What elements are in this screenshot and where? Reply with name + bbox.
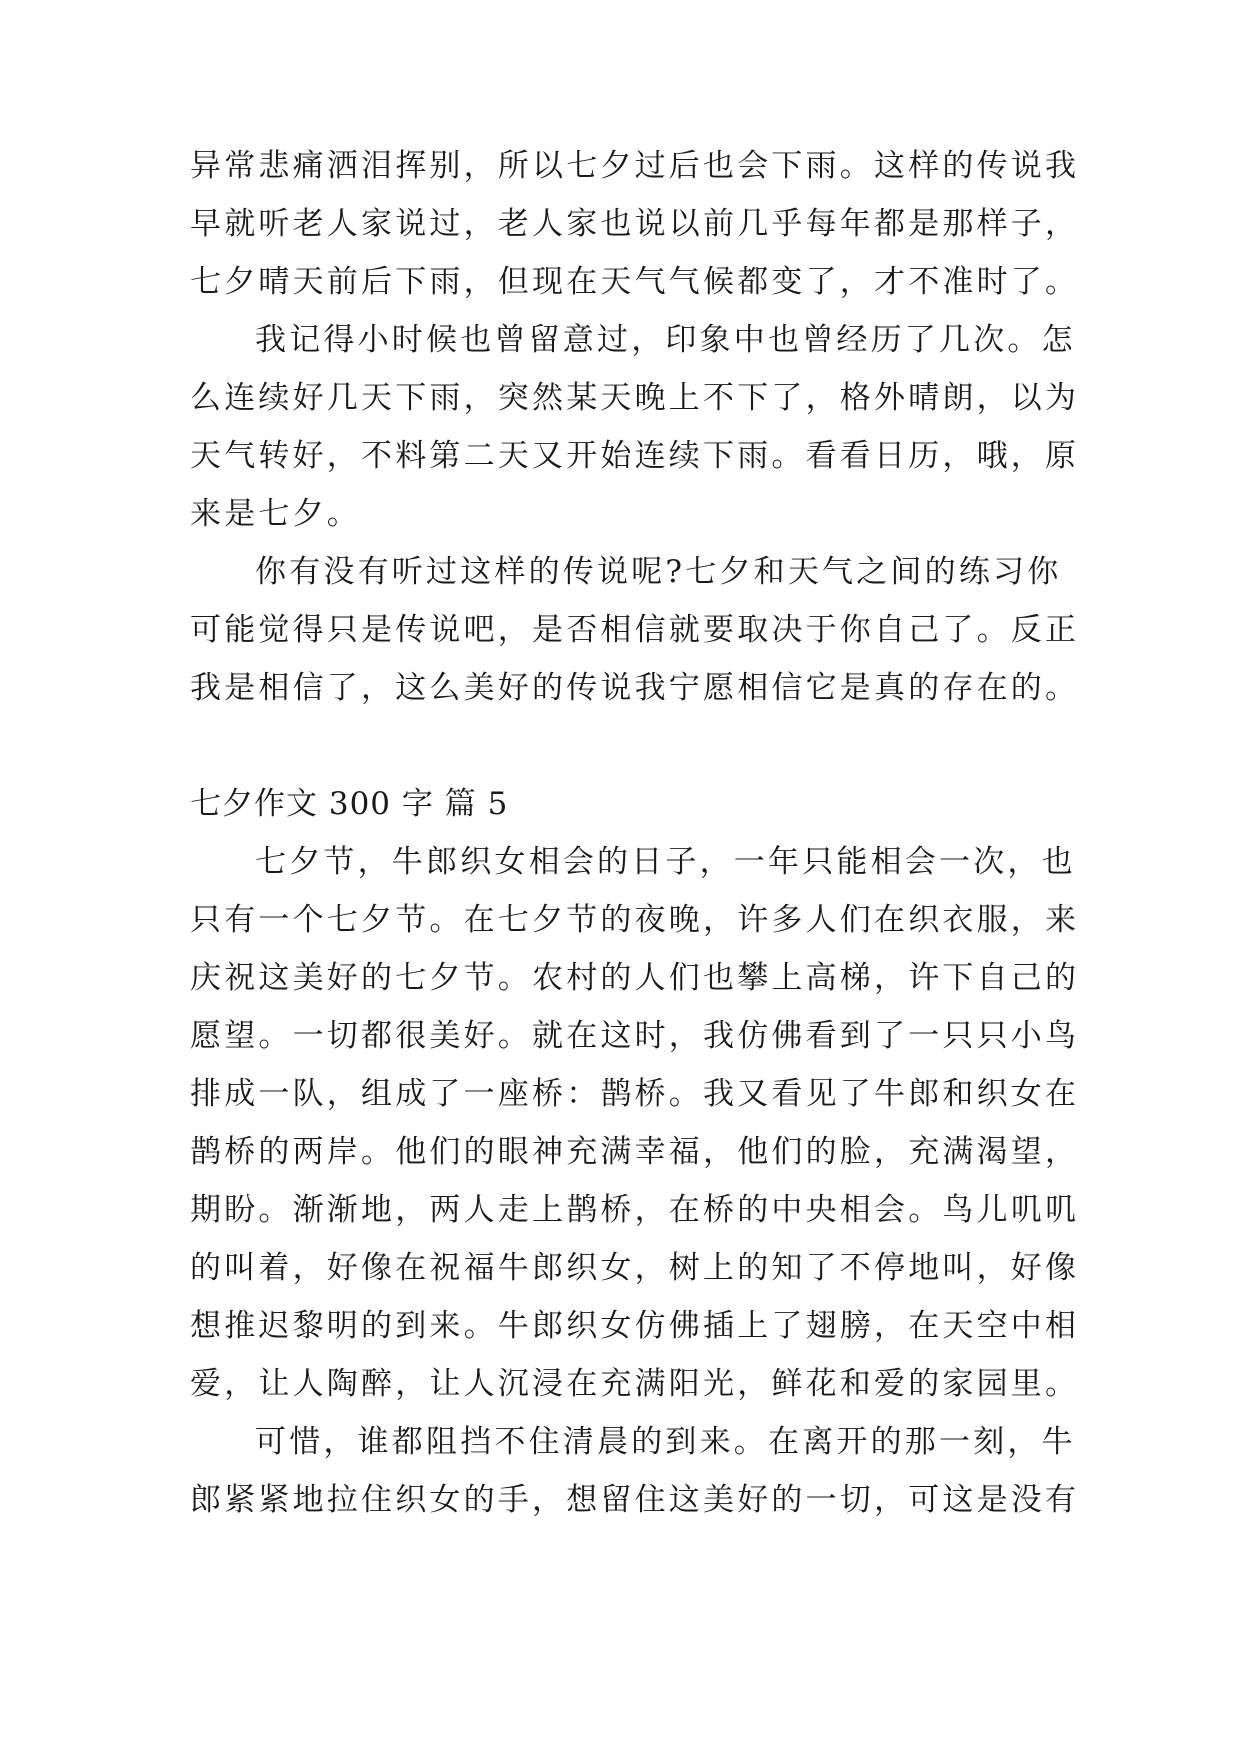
paragraph-line: 排成一队，组成了一座桥：鹊桥。我又看见了牛郎和织女在 — [190, 1076, 1080, 1112]
paragraph-line: 想推迟黎明的到来。牛郎织女仿佛插上了翅膀，在天空中相 — [190, 1308, 1080, 1344]
section-heading: 七夕作文 300 字 篇 5 — [190, 786, 509, 822]
paragraph-line: 可能觉得只是传说吧，是否相信就要取决于你自己了。反正 — [190, 612, 1080, 648]
paragraph-line: 爱，让人陶醉，让人沉浸在充满阳光，鲜花和爱的家园里。 — [190, 1366, 1080, 1402]
paragraph-line: 庆祝这美好的七夕节。农村的人们也攀上高梯，许下自己的 — [190, 960, 1080, 996]
paragraph-line: 天气转好，不料第二天又开始连续下雨。看看日历，哦，原 — [190, 438, 1080, 474]
paragraph-line: 的叫着，好像在祝福牛郎织女，树上的知了不停地叫，好像 — [190, 1250, 1080, 1286]
paragraph-line: 七夕节，牛郎织女相会的日子，一年只能相会一次，也 — [255, 844, 1076, 880]
paragraph-line: 来是七夕。 — [190, 496, 361, 532]
paragraph-line: 期盼。渐渐地，两人走上鹊桥，在桥的中央相会。鸟儿叽叽 — [190, 1192, 1080, 1228]
paragraph-line: 愿望。一切都很美好。就在这时，我仿佛看到了一只只小鸟 — [190, 1018, 1080, 1054]
paragraph-line: 异常悲痛洒泪挥别，所以七夕过后也会下雨。这样的传说我 — [190, 148, 1080, 184]
paragraph-line: 鹊桥的两岸。他们的眼神充满幸福，他们的脸，充满渴望， — [190, 1134, 1080, 1170]
paragraph-line: 可惜，谁都阻挡不住清晨的到来。在离开的那一刻，牛 — [255, 1424, 1076, 1460]
paragraph-line: 只有一个七夕节。在七夕节的夜晚，许多人们在织衣服，来 — [190, 902, 1080, 938]
paragraph-line: 我记得小时候也曾留意过，印象中也曾经历了几次。怎 — [255, 322, 1076, 358]
paragraph-line: 你有没有听过这样的传说呢?七夕和天气之间的练习你 — [255, 554, 1062, 590]
paragraph-line: 郎紧紧地拉住织女的手，想留住这美好的一切，可这是没有 — [190, 1482, 1080, 1518]
paragraph-line: 我是相信了，这么美好的传说我宁愿相信它是真的存在的。 — [190, 670, 1080, 706]
paragraph-line: 七夕晴天前后下雨，但现在天气气候都变了，才不准时了。 — [190, 264, 1080, 300]
paragraph-line: 早就听老人家说过，老人家也说以前几乎每年都是那样子， — [190, 206, 1080, 242]
paragraph-line: 么连续好几天下雨，突然某天晚上不下了，格外晴朗，以为 — [190, 380, 1080, 416]
